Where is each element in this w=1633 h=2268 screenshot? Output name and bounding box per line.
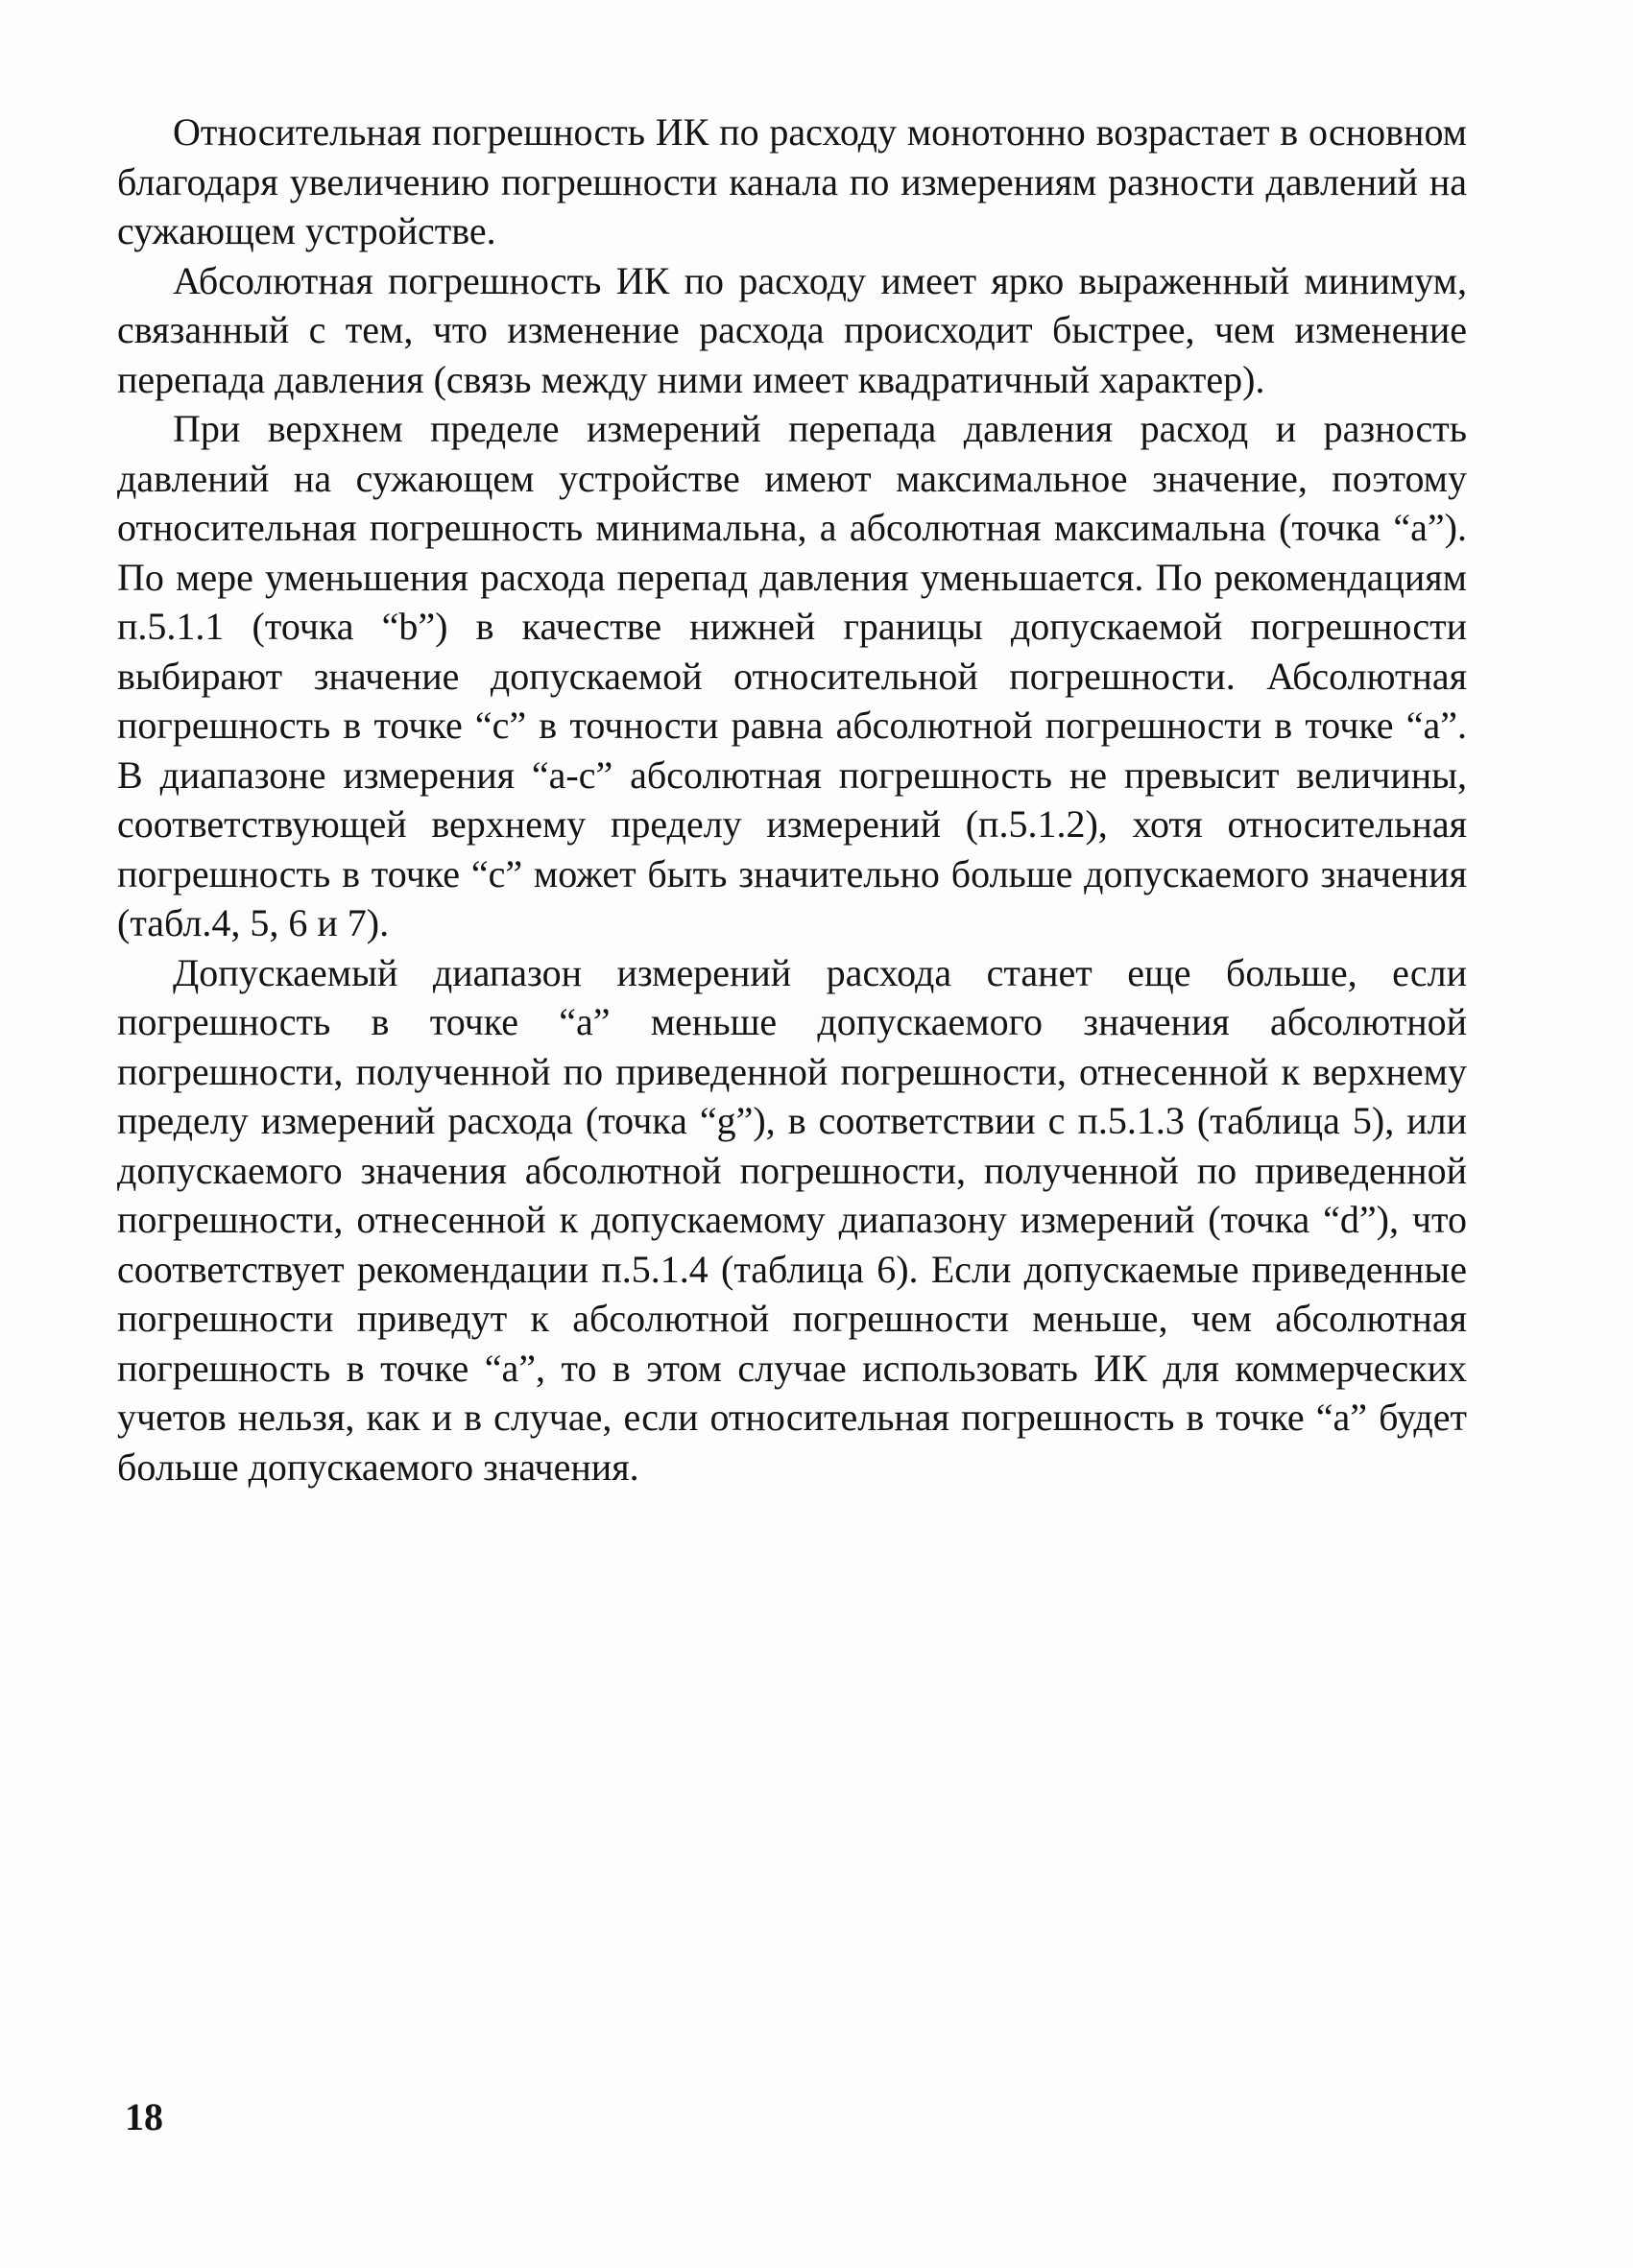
paragraph-2: Абсолютная погрешность ИК по расходу имеет ярко выраженный минимум, связанный с тем, что изменение расхода происходит быстрее, чем изменение перепада давления (связь между ними имеет квадратичный характер). xyxy=(117,258,1467,401)
paragraph-4: Допускаемый диапазон измерений расхода станет еще больше, если погрешность в точке “а” меньше допускаемого значения абсолютной погрешности, полученной по приведенной погрешности, отнесенной к верхнему пределу измерений расхода (точка “g”), в соответствии с п.5.1.3 (таблица 5), или допускаемого значения абсолютной погрешности, полученной по приведенной погрешности, отнесенной к допускаемому диапазону измерений (точка “d”), что соответствует рекомендации п.5.1.4 (таблица 6). Если допускаемые приведенные погрешности приведут к абсолютной погрешности меньше, чем абсолютная погрешность в точке “а”, то в этом случае использовать ИК для коммерческих учетов нельзя, как и в случае, если относительная погрешность в точке “а” будет больше допускаемого значения. xyxy=(117,950,1467,1489)
body-text xyxy=(117,107,1467,1492)
page-number: 18 xyxy=(125,2095,163,2138)
paragraph-3: При верхнем пределе измерений перепада давления расход и разность давлений на сужающем устройстве имеют максимальное значение, поэтому относительная погрешность минимальна, а абсолютная максимальна (точка “а”). По мере уменьшения расхода перепад давления уменьшается. По рекомендациям п.5.1.1 (точка “b”) в качестве нижней границы допускаемой погрешности выбирают значение допускаемой относительной погрешности. Абсолютная погрешность в точке “с” в точности равна абсолютной погрешности в точке “а”. В диапазоне измерения “а-с” абсолютная погрешность не превысит величины, соответствующей верхнему пределу измерений (п.5.1.2), хотя относительная погрешность в точке “с” может быть значительно больше допускаемого значения (табл.4, 5, 6 и 7). xyxy=(117,407,1467,944)
paragraph-1: Относительная погрешность ИК по расходу монотонно возрастает в основном благодаря увеличению погрешности канала по измерениям разности давлений на сужающем устройстве. xyxy=(117,110,1467,252)
